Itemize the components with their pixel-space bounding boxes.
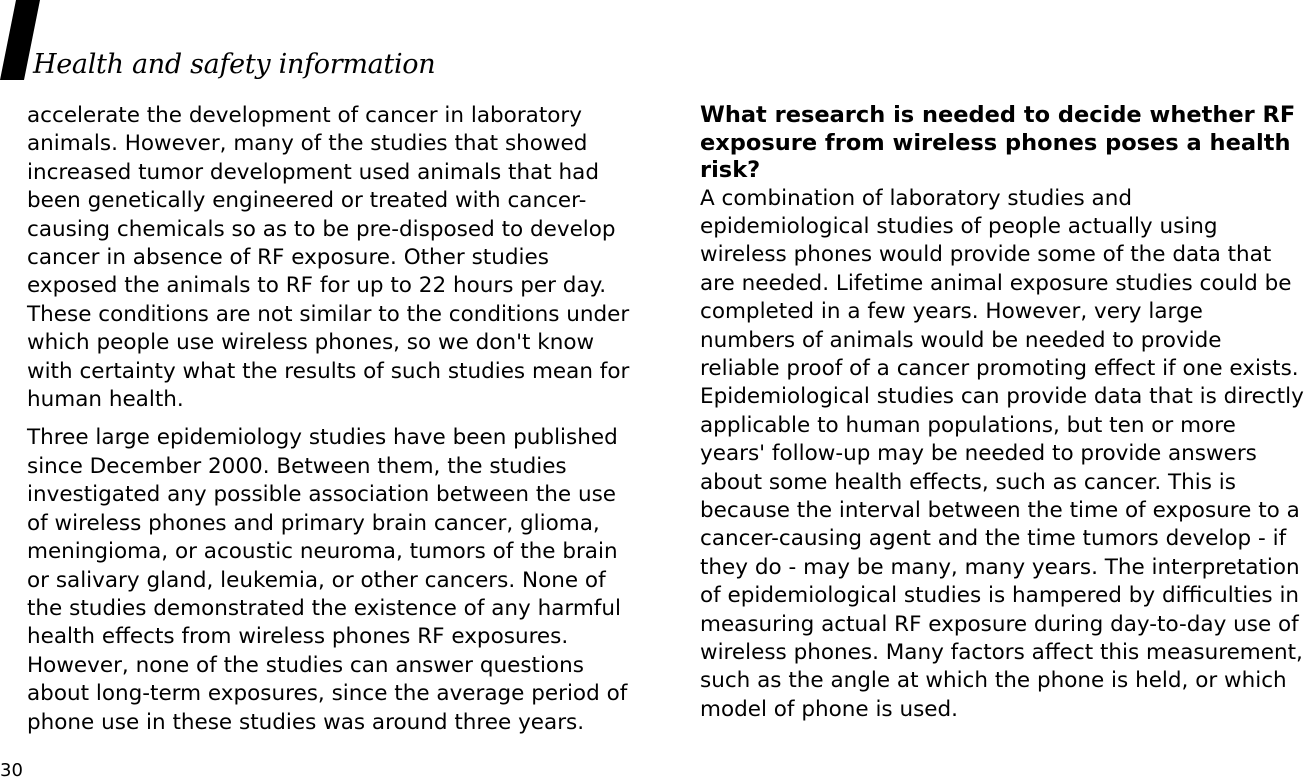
left-paragraph-1: accelerate the development of cancer in laboratory animals. However, many of the studies that showed increased tumor development used animals that had been genetically engineered or treated with cancer-causing chemicals so as to be pre-disposed to develop cancer in absence of RF exposure. Other studies exposed the animals to RF for up to 22 hours per day. These conditions are not similar to the conditions under which people use wireless phones, so we don't know with certainty what the results of such studies mean for human health. xyxy=(27,103,630,413)
section-header-title: Health and safety information xyxy=(33,49,436,80)
left-paragraph-2: Three large epidemiology studies have been published since December 2000. Between them, the studies investigated any possible association between the use of wireless phones and primary brain cancer, glioma, meningioma, or acoustic neuroma, tumors of the brain or salivary gland, leukemia, or other cancers. None of the studies demonstrated the existence of any harmful health effects from wireless phones RF exposures. However, none of the studies can answer questions about long-term exposures, since the average period of phone use in these studies was around three years. xyxy=(27,425,628,735)
page-number: 30 xyxy=(0,760,23,781)
left-column xyxy=(27,102,639,737)
question-heading: What research is needed to decide whether RF exposure from wireless phones poses a health risk? xyxy=(700,102,1296,183)
answer-paragraph: A combination of laboratory studies and epidemiological studies of people actually using wireless phones would provide some of the data that are needed. Lifetime animal exposure studies could be completed in a few years. However, very large numbers of animals would be needed to provide reliable proof of a cancer promoting effect if one exists. Epidemiological studies can provide data that is directly applicable to human populations, but ten or more years' follow-up may be needed to provide answers about some health effects, such as cancer. This is because the interval between the time of exposure to a cancer-causing agent and the time tumors develop - if they do - may be many, many years. The interpretation of epidemiological studies is hampered by difficulties in measuring actual RF exposure during day-to-day use of wireless phones. Many factors affect this measurement, such as the angle at which the phone is held, or which model of phone is used. xyxy=(700,185,1304,722)
right-column xyxy=(700,102,1304,724)
